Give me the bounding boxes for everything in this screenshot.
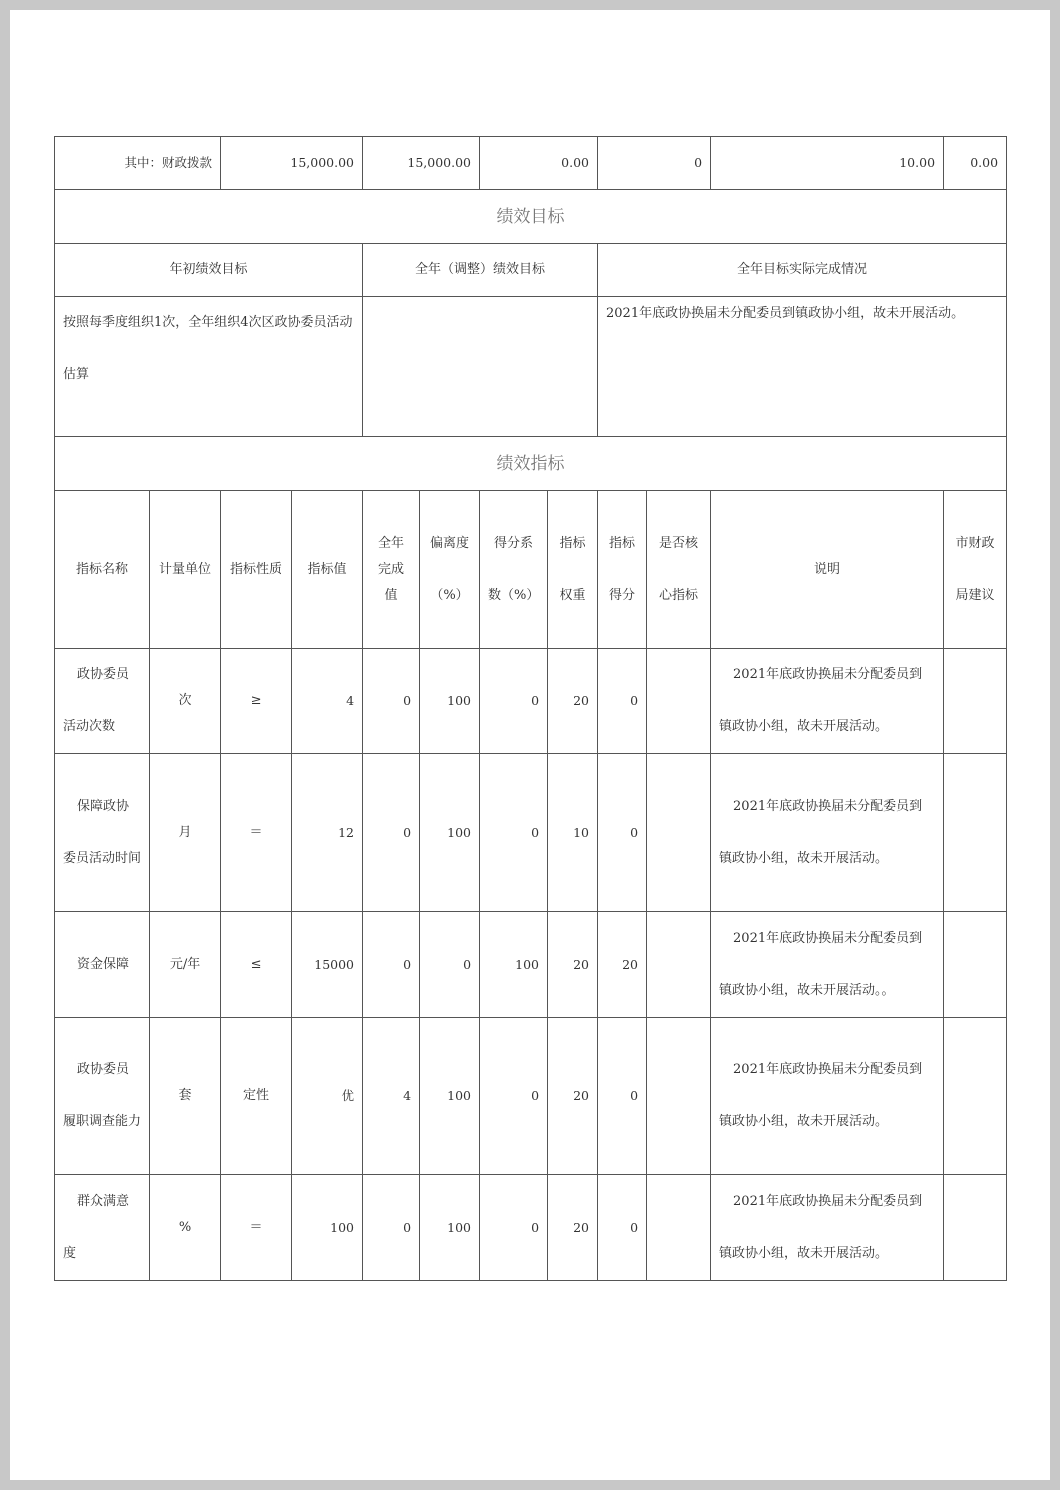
table-row xyxy=(55,754,1007,912)
indicator-advice xyxy=(944,1175,1007,1281)
indicator-coef: 0 xyxy=(480,1018,548,1175)
indicator-score: 0 xyxy=(598,1018,647,1175)
indicator-deviation: 100 xyxy=(420,649,480,754)
table-row xyxy=(55,649,1007,754)
indicator-core xyxy=(647,1018,711,1175)
header-score: 指标得分 xyxy=(598,491,647,649)
indicators-section-title: 绩效指标 xyxy=(55,437,1007,491)
indicator-unit: 月 xyxy=(150,754,221,912)
indicator-coef: 0 xyxy=(480,1175,548,1281)
indicator-core xyxy=(647,1175,711,1281)
indicator-note: 2021年底政协换届未分配委员到镇政协小组，故未开展活动。 xyxy=(711,1018,944,1175)
indicator-weight: 20 xyxy=(548,649,598,754)
header-indicator-name: 指标名称 xyxy=(55,491,150,649)
indicator-actual: 0 xyxy=(363,754,420,912)
indicator-deviation: 100 xyxy=(420,1175,480,1281)
funding-value-3: 0.00 xyxy=(480,137,598,190)
header-annual-actual: 全年完成值 xyxy=(363,491,420,649)
indicator-value: 15000 xyxy=(292,912,363,1018)
indicator-coef: 100 xyxy=(480,912,548,1018)
indicator-note: 2021年底政协换届未分配委员到镇政协小组，故未开展活动。 xyxy=(711,754,944,912)
table-row xyxy=(55,1175,1007,1281)
goals-actual-text: 2021年底政协换届未分配委员到镇政协小组，故未开展活动。 xyxy=(598,297,1007,437)
indicator-actual: 4 xyxy=(363,1018,420,1175)
header-note: 说明 xyxy=(711,491,944,649)
indicator-weight: 20 xyxy=(548,1175,598,1281)
indicator-weight: 20 xyxy=(548,912,598,1018)
funding-value-2: 15,000.00 xyxy=(363,137,480,190)
indicator-unit: % xyxy=(150,1175,221,1281)
indicator-actual: 0 xyxy=(363,1175,420,1281)
funding-value-5: 10.00 xyxy=(711,137,944,190)
table-row xyxy=(55,1018,1007,1175)
funding-value-6: 0.00 xyxy=(944,137,1007,190)
header-weight: 指标权重 xyxy=(548,491,598,649)
header-score-coef: 得分系数（%） xyxy=(480,491,548,649)
indicator-score: 0 xyxy=(598,754,647,912)
goals-header-row xyxy=(55,244,1007,297)
indicator-value: 4 xyxy=(292,649,363,754)
indicator-nature: ＝ xyxy=(221,754,292,912)
indicator-deviation: 0 xyxy=(420,912,480,1018)
header-deviation: 偏离度（%） xyxy=(420,491,480,649)
indicator-weight: 20 xyxy=(548,1018,598,1175)
header-advice: 市财政局建议 xyxy=(944,491,1007,649)
indicator-nature: 定性 xyxy=(221,1018,292,1175)
indicator-unit: 套 xyxy=(150,1018,221,1175)
indicators-header-row xyxy=(55,491,1007,649)
table-row xyxy=(55,912,1007,1018)
indicator-note: 2021年底政协换届未分配委员到镇政协小组，故未开展活动。 xyxy=(711,649,944,754)
indicator-score: 0 xyxy=(598,649,647,754)
indicator-actual: 0 xyxy=(363,912,420,1018)
indicator-core xyxy=(647,912,711,1018)
funding-value-4: 0 xyxy=(598,137,711,190)
indicator-deviation: 100 xyxy=(420,1018,480,1175)
indicator-unit: 元/年 xyxy=(150,912,221,1018)
indicator-core xyxy=(647,649,711,754)
indicator-value: 优 xyxy=(292,1018,363,1175)
indicator-unit: 次 xyxy=(150,649,221,754)
indicator-score: 20 xyxy=(598,912,647,1018)
indicator-coef: 0 xyxy=(480,649,548,754)
indicator-note: 2021年底政协换届未分配委员到镇政协小组，故未开展活动。。 xyxy=(711,912,944,1018)
goals-adjusted-text xyxy=(363,297,598,437)
funding-value-1: 15,000.00 xyxy=(221,137,363,190)
indicator-name: 保障政协委员活动时间 xyxy=(55,754,150,912)
indicator-value: 100 xyxy=(292,1175,363,1281)
indicator-advice xyxy=(944,912,1007,1018)
header-unit: 计量单位 xyxy=(150,491,221,649)
goals-col-initial: 年初绩效目标 xyxy=(55,244,363,297)
indicator-core xyxy=(647,754,711,912)
goals-content-row xyxy=(55,297,1007,437)
goals-section-title: 绩效目标 xyxy=(55,190,1007,244)
indicator-score: 0 xyxy=(598,1175,647,1281)
goals-initial-text: 按照每季度组织1次，全年组织4次区政协委员活动估算 xyxy=(55,297,363,437)
indicator-actual: 0 xyxy=(363,649,420,754)
indicator-nature: ＝ xyxy=(221,1175,292,1281)
document-page xyxy=(10,10,1050,1480)
performance-table xyxy=(54,136,1007,1281)
indicator-name: 政协委员活动次数 xyxy=(55,649,150,754)
indicator-advice xyxy=(944,754,1007,912)
funding-label: 其中：财政拨款 xyxy=(55,137,221,190)
indicator-note: 2021年底政协换届未分配委员到镇政协小组，故未开展活动。 xyxy=(711,1175,944,1281)
header-nature: 指标性质 xyxy=(221,491,292,649)
indicator-name: 资金保障 xyxy=(55,912,150,1018)
funding-row xyxy=(55,137,1007,190)
indicator-name: 政协委员履职调查能力 xyxy=(55,1018,150,1175)
indicator-coef: 0 xyxy=(480,754,548,912)
indicator-nature: ≥ xyxy=(221,649,292,754)
indicator-name: 群众满意度 xyxy=(55,1175,150,1281)
indicator-advice xyxy=(944,649,1007,754)
goals-col-actual: 全年目标实际完成情况 xyxy=(598,244,1007,297)
header-indicator-value: 指标值 xyxy=(292,491,363,649)
indicator-nature: ≤ xyxy=(221,912,292,1018)
header-core: 是否核心指标 xyxy=(647,491,711,649)
goals-col-adjusted: 全年（调整）绩效目标 xyxy=(363,244,598,297)
indicator-advice xyxy=(944,1018,1007,1175)
indicator-weight: 10 xyxy=(548,754,598,912)
indicator-deviation: 100 xyxy=(420,754,480,912)
indicator-value: 12 xyxy=(292,754,363,912)
